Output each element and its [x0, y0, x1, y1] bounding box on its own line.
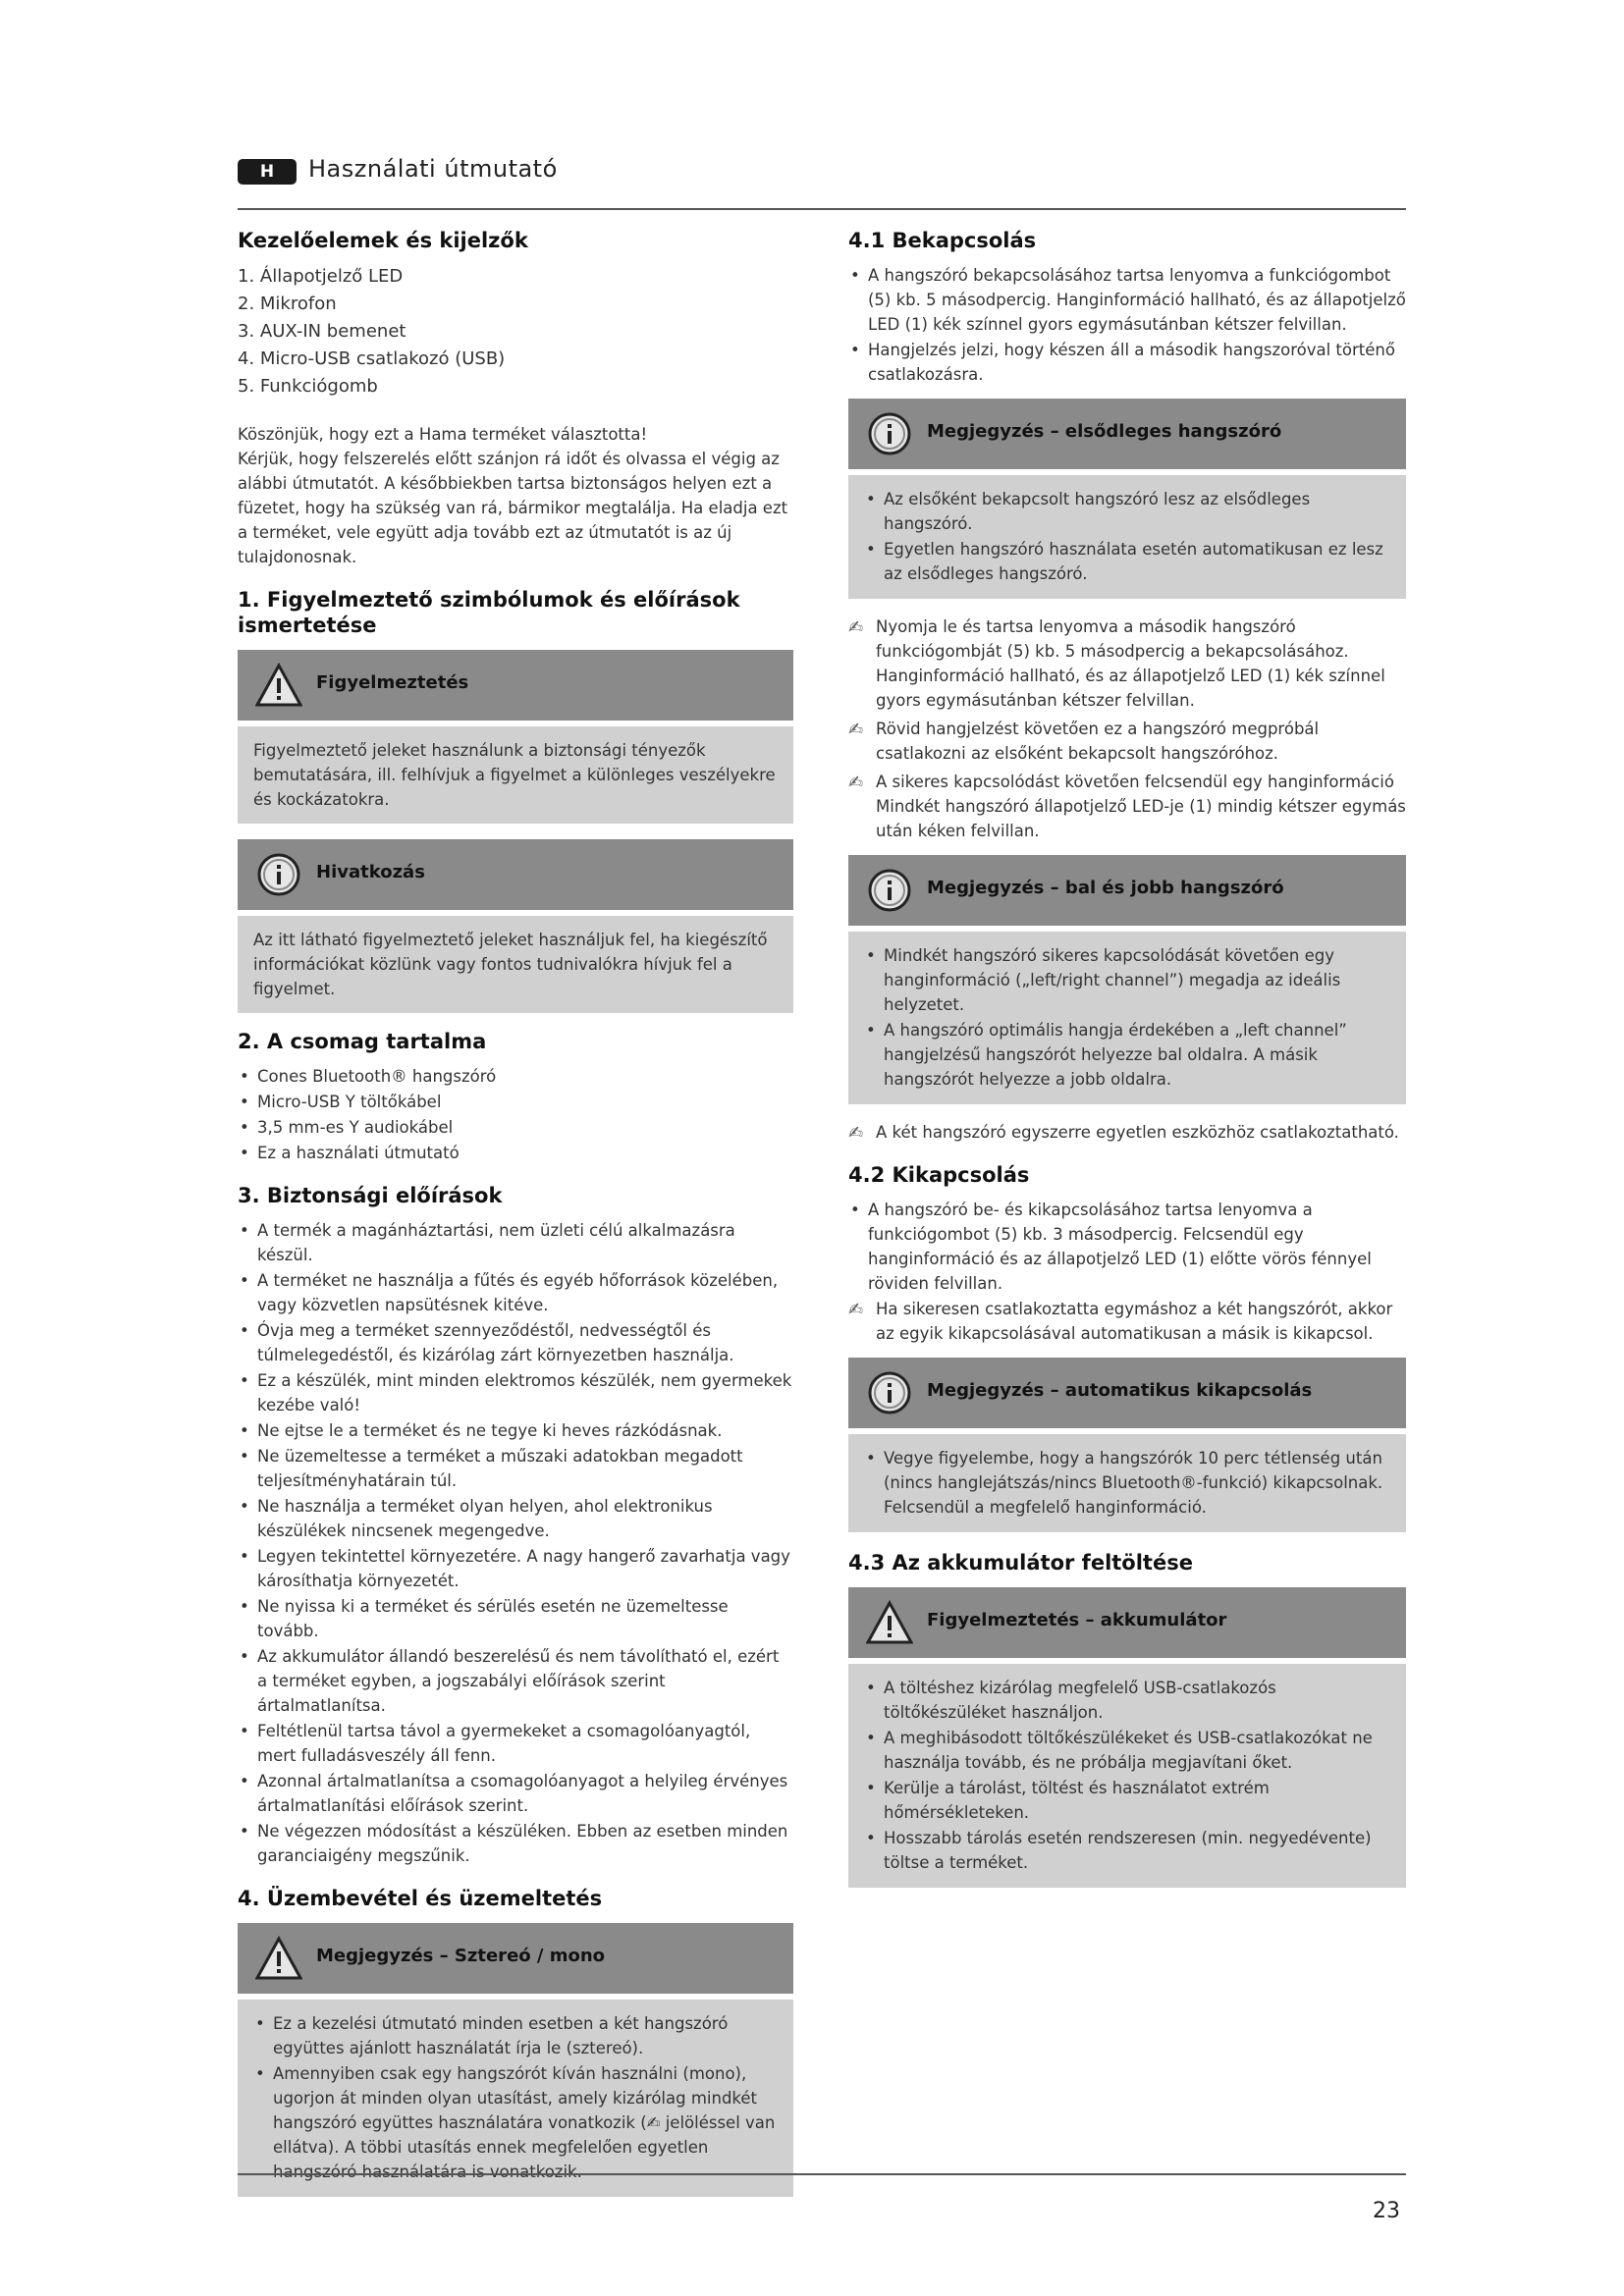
- left-right-note-body: [848, 932, 1406, 1104]
- list-item: 1. Állapotjelző LED: [238, 266, 404, 287]
- note-box-header: [238, 839, 793, 910]
- list-item: • Hangjelzés jelzi, hogy készen áll a második hangszoróval történő csatlakozásra.: [848, 338, 1406, 387]
- section-4-2-heading: 4.2 Kikapcsolás: [848, 1163, 1030, 1187]
- list-item: • Ne végezzen módosítást a készüléken. Ebben az esetben minden garanciaigény megszűnik.: [238, 1819, 793, 1868]
- list-item: 2. Mikrofon: [238, 294, 337, 314]
- list-item: • Kerülje a tárolást, töltést és használatot extrém hőmérsékleteken.: [864, 1776, 1390, 1825]
- primary-speaker-note-box: [848, 399, 1406, 599]
- intro-thanks: Köszönjük, hogy ezt a Hama terméket választotta!: [238, 425, 648, 444]
- primary-speaker-note-header: [848, 399, 1406, 469]
- list-item: • A termék a magánháztartási, nem üzleti célú alkalmazásra készül.: [238, 1218, 793, 1267]
- battery-warning-title: Figyelmeztetés – akkumulátor: [927, 1610, 1227, 1630]
- page-number: 23: [1373, 2199, 1400, 2223]
- page-header: [238, 155, 1406, 210]
- list-item: • Legyen tekintettel környezetére. A nagy hangerő zavarhatja vagy károsíthatja környezetét.: [238, 1544, 793, 1593]
- warning-triangle-icon: [255, 663, 302, 708]
- list-item: • Ne használja a terméket olyan helyen, ahol elektronikus készülékek nincsenek megengedve.: [238, 1494, 793, 1543]
- auto-off-note-body: [848, 1434, 1406, 1532]
- section-3-heading: 3. Biztonsági előírások: [238, 1184, 503, 1207]
- intro-text: Kérjük, hogy felszerelés előtt szánjon rá időt és olvassa el végig az alábbi útmutatót. A későbbiekben tartsa biztonságos helyen ezt a füzetet, hogy ha szükség van rá, bármikor megtalálja. Ha eladja ezt a terméket, vele együtt adja tovább ezt az útmutatót is az új tulajdonosnak.: [238, 450, 788, 566]
- list-item: • Feltétlenül tartsa távol a gyermekeket a csomagolóanyagtól, mert fulladásveszély áll fenn.: [238, 1719, 793, 1768]
- warning-triangle-icon: [866, 1600, 913, 1645]
- note-box: [238, 839, 793, 1013]
- list-item: • Micro-USB Y töltőkábel: [238, 1090, 793, 1114]
- controls-heading: Kezelőelemek és kijelzők: [238, 229, 528, 252]
- step-item: ✍ Ha sikeresen csatlakoztatta egymáshoz a két hangszórót, akkor az egyik kikapcsolásával automatikusan a másik is kikapcsol.: [848, 1300, 1393, 1343]
- list-item: • Mindkét hangszóró sikeres kapcsolódását követően egy hanginformáció („left/right channel”) megadja az ideális helyzetet.: [864, 943, 1390, 1017]
- safety-list: [238, 1218, 793, 1868]
- list-item: • A töltéshez kizárólag megfelelő USB-csatlakozós töltőkészüléket használjon.: [864, 1676, 1390, 1725]
- warning-box-title: Figyelmeztetés: [316, 672, 469, 693]
- info-circle-icon: [866, 1370, 913, 1415]
- section-4-1-heading: 4.1 Bekapcsolás: [848, 229, 1037, 252]
- list-item: • A terméket ne használja a fűtés és egyéb hőforrások közelében, vagy közvetlen napsütésnek kitéve.: [238, 1268, 793, 1317]
- step-item: ✍ Rövid hangjelzést követően ez a hangszóró megpróbál csatlakozni az elsőként bekapcsolt hangszóróhoz.: [848, 720, 1320, 763]
- auto-off-note-box: [848, 1358, 1406, 1532]
- power-on-list: [848, 263, 1406, 387]
- warning-box-header: [238, 650, 793, 721]
- list-item: • Hosszabb tárolás esetén rendszeresen (min. negyedévente) töltse a terméket.: [864, 1826, 1390, 1875]
- stereo-mono-note-body: [238, 2000, 793, 2197]
- step-item: ✍ A sikeres kapcsolódást követően felcsendül egy hanginformáció Mindkét hangszóró állapotjelző LED-je (1) mindig kétszer egymás után kéken felvillan.: [848, 773, 1406, 840]
- list-item: • Ne üzemeltesse a terméket a műszaki adatokban megadott teljesítményhatárain túl.: [238, 1444, 793, 1493]
- left-column: [238, 228, 793, 2213]
- battery-warning-header: [848, 1587, 1406, 1658]
- left-right-note-box: [848, 855, 1406, 1104]
- package-list: [238, 1064, 793, 1165]
- warning-triangle-icon: [255, 1936, 302, 1981]
- list-item: • Egyetlen hangszóró használata esetén automatikusan ez lesz az elsődleges hangszóró.: [864, 537, 1390, 586]
- left-right-note-title: Megjegyzés – bal és jobb hangszóró: [927, 878, 1284, 898]
- list-item: • Az akkumulátor állandó beszerelésű és nem távolítható el, ezért a terméket egyben, a jogszabályi előírások szerint ártalmatlanítsa.: [238, 1644, 793, 1718]
- section-1-heading: 1. Figyelmeztető szimbólumok és előírások ismertetése: [238, 588, 740, 637]
- list-item: • Ez a használati útmutató: [238, 1141, 793, 1165]
- stereo-mono-note-box: [238, 1923, 793, 2197]
- header-title: Használati útmutató: [308, 155, 558, 183]
- list-item: • Vegye figyelembe, hogy a hangszórók 10 perc tétlenség után (nincs hanglejátszás/nincs Bluetooth®-funkció) kikapcsolnak. Felcsendül a megfelelő hanginformáció.: [864, 1446, 1390, 1520]
- list-item: • A hangszóró optimális hangja érdekében a „left channel” hangjelzésű hangszórót helyezze bal oldalra. A másik hangszórót helyezze a jobb oldalra.: [864, 1018, 1390, 1092]
- list-item: 5. Funkciógomb: [238, 376, 378, 397]
- hand-pointer-icon: ✍: [848, 773, 864, 793]
- battery-warning-box: [848, 1587, 1406, 1888]
- list-item: • Az elsőként bekapcsolt hangszóró lesz az elsődleges hangszóró.: [864, 487, 1390, 536]
- stereo-mono-note-header: [238, 1923, 793, 1994]
- info-circle-icon: [255, 852, 302, 897]
- step-item: ✍ Nyomja le és tartsa lenyomva a második hangszóró funkciógombját (5) kb. 5 másodpercig a bekapcsolásához. Hanginformáció hallható, és az állapotjelző LED (1) kék színnel gyors egymásutánban kétszer felvillan.: [848, 617, 1385, 710]
- list-item: • Cones Bluetooth® hangszóró: [238, 1064, 793, 1089]
- hand-pointer-icon: ✍: [848, 1300, 864, 1320]
- list-item: • Ne ejtse le a terméket és ne tegye ki heves rázkódásnak.: [238, 1418, 793, 1443]
- power-off-list: [848, 1198, 1406, 1296]
- list-item: • A hangszóró be- és kikapcsolásához tartsa lenyomva a funkciógombot (5) kb. 3 másodpercig. Felcsendül egy hanginformáció és az állapotjelző LED (1) előtte vörös fénnyel röviden felvillan.: [848, 1198, 1406, 1296]
- list-item: • Ez a készülék, mint minden elektromos készülék, nem gyermekek kezébe való!: [238, 1368, 793, 1417]
- battery-warning-body: [848, 1664, 1406, 1888]
- list-item: • Azonnal ártalmatlanítsa a csomagolóanyagot a helyileg érvényes ártalmatlanítási előírások szerint.: [238, 1769, 793, 1818]
- left-right-note-header: [848, 855, 1406, 926]
- list-item: • Amennyiben csak egy hangszórót kíván használni (mono), ugorjon át minden olyan utasítást, amely kizárólag mindkét hangszóró együttes használatára vonatkozik (✍ jelöléssel van ellátva). A többi utasítás ennek megfelelően egyetlen hangszóró használatára is vonatkozik.: [253, 2061, 778, 2184]
- warning-box: [238, 650, 793, 824]
- info-circle-icon: [866, 868, 913, 913]
- primary-speaker-note-title: Megjegyzés – elsődleges hangszóró: [927, 421, 1282, 442]
- list-item: 3. AUX-IN bemenet: [238, 321, 406, 342]
- language-badge: H: [238, 159, 297, 185]
- note-box-text: Az itt látható figyelmeztető jeleket használjuk fel, ha kiegészítő információkat közlünk vagy fontos tudnivalókra hívjuk fel a figyelmet.: [238, 916, 793, 1013]
- section-4-3-heading: 4.3 Az akkumulátor feltöltése: [848, 1551, 1193, 1575]
- controls-list: [238, 263, 793, 400]
- hand-pointer-icon: ✍: [848, 720, 864, 740]
- section-2-heading: 2. A csomag tartalma: [238, 1030, 487, 1053]
- info-circle-icon: [866, 411, 913, 456]
- list-item: • Ez a kezelési útmutató minden esetben a két hangszóró együttes ajánlott használatát írja le (sztereó).: [253, 2011, 778, 2060]
- warning-box-text: Figyelmeztető jeleket használunk a biztonsági tényezők bemutatására, ill. felhívjuk a figyelmet a különleges veszélyekre és kockázatokra.: [238, 726, 793, 824]
- step-item: ✍ A két hangszóró egyszerre egyetlen eszközhöz csatlakoztatható.: [848, 1123, 1399, 1144]
- list-item: • Óvja meg a terméket szennyeződéstől, nedvességtől és túlmelegedéstől, és kizárólag zárt környezetben használja.: [238, 1318, 793, 1367]
- hand-pointer-icon: ✍: [848, 617, 864, 638]
- list-item: • Ne nyissa ki a terméket és sérülés esetén ne üzemeltesse tovább.: [238, 1594, 793, 1643]
- stereo-mono-note-title: Megjegyzés – Sztereó / mono: [316, 1946, 606, 1966]
- hand-pointer-icon: ✍: [848, 1123, 864, 1144]
- list-item: 4. Micro-USB csatlakozó (USB): [238, 348, 506, 369]
- list-item: • A meghibásodott töltőkészülékeket és USB-csatlakozókat ne használja tovább, és ne próbálja megjavítani őket.: [864, 1726, 1390, 1775]
- note-box-title: Hivatkozás: [316, 862, 425, 882]
- section-4-heading: 4. Üzembevétel és üzemeltetés: [238, 1887, 603, 1910]
- list-item: • A hangszóró bekapcsolásához tartsa lenyomva a funkciógombot (5) kb. 5 másodpercig. Hanginformáció hallható, és az állapotjelző LED (1) kék színnel gyors egymásutánban kétszer felvillan.: [848, 263, 1406, 337]
- right-column: [848, 228, 1406, 1903]
- auto-off-note-title: Megjegyzés – automatikus kikapcsolás: [927, 1380, 1313, 1401]
- list-item: • 3,5 mm-es Y audiokábel: [238, 1115, 793, 1140]
- auto-off-note-header: [848, 1358, 1406, 1428]
- footer-divider: [238, 2173, 1406, 2175]
- primary-speaker-note-body: [848, 475, 1406, 599]
